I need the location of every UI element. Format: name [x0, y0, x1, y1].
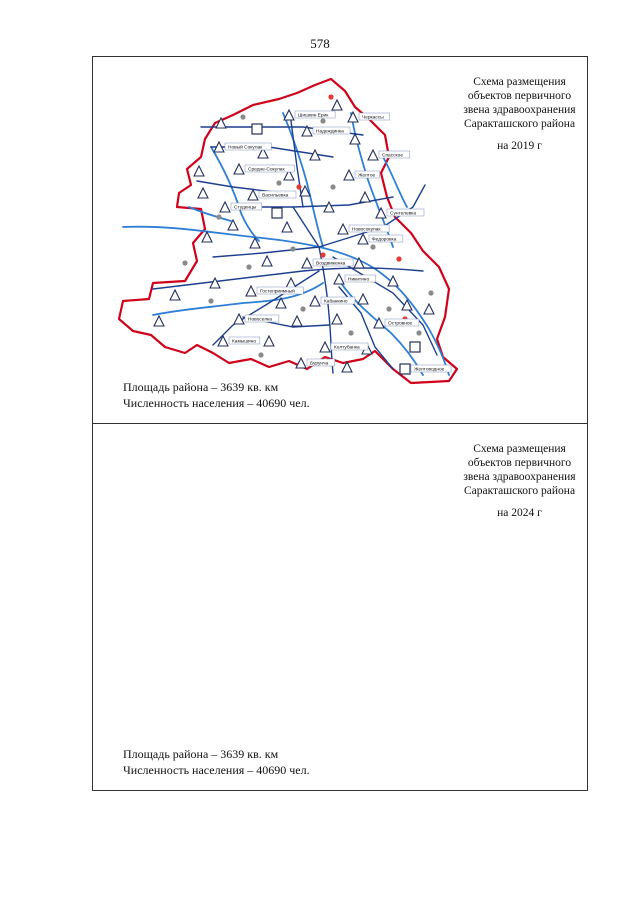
square-outline-icon [272, 208, 282, 218]
gray-dot-icon [320, 118, 325, 123]
title-line: объектов первичного [467, 457, 572, 469]
settlement-name: Гостеприимный [260, 289, 295, 295]
settlement-label [313, 259, 353, 267]
triangle-outline-icon [248, 190, 258, 200]
settlement-name: Никитино [348, 277, 370, 283]
triangle-outline-icon [338, 224, 348, 234]
title-line: звена здравоохранения [463, 104, 576, 116]
triangle-outline-icon [284, 110, 294, 120]
triangle-outline-icon [302, 258, 312, 268]
triangle-outline-icon [320, 342, 330, 352]
settlement-name: Новоселка [248, 317, 272, 323]
triangle-outline-icon [234, 164, 244, 174]
triangle-outline-icon [292, 316, 302, 326]
red-dot-icon [320, 252, 325, 257]
triangle-outline-icon [264, 336, 274, 346]
settlement-label [369, 235, 403, 243]
settlement-label [245, 165, 294, 173]
settlement-label [387, 209, 424, 217]
population-text: Численность населения – 40690 чел. [123, 763, 310, 777]
settlement-name: Средне-Сокулак [248, 167, 285, 173]
settlement-label [245, 315, 279, 323]
gray-dot-icon [276, 180, 281, 185]
title-line: звена здравоохранения [463, 471, 576, 483]
settlement-name: Новосокулак [352, 227, 381, 233]
settlement-name: Бурунча [310, 361, 329, 367]
title-line: объектов первичного [467, 90, 572, 102]
settlement-label [321, 297, 355, 305]
triangle-outline-icon [424, 304, 434, 314]
red-dot-icon [328, 94, 333, 99]
area-text: Площадь района – 3639 кв. км [123, 747, 279, 761]
settlement-label [349, 225, 389, 233]
gray-dot-icon [416, 330, 421, 335]
triangle-outline-icon [246, 286, 256, 296]
settlement-label [355, 171, 380, 179]
triangle-outline-icon [262, 256, 272, 266]
settlement-name: Воздвиженка [316, 261, 346, 267]
triangle-outline-icon [358, 234, 368, 244]
settlement-label [331, 343, 368, 351]
settlement-label [359, 113, 390, 121]
settlement-label [307, 359, 335, 367]
settlement-name: Студенцы [234, 205, 257, 211]
triangle-outline-icon [170, 290, 180, 300]
triangle-outline-icon [282, 222, 292, 232]
settlement-label [411, 365, 451, 373]
map-year: на 2024 г [497, 507, 542, 519]
settlement-name: Спасское [382, 153, 404, 159]
settlement-label [345, 275, 376, 283]
gray-dot-icon [370, 244, 375, 249]
title-line: Саракташского района [463, 485, 576, 497]
triangle-outline-icon [310, 296, 320, 306]
gray-dot-icon [246, 264, 251, 269]
triangle-outline-icon [344, 170, 354, 180]
triangle-outline-icon [358, 294, 368, 304]
settlement-name: Шишкин Ерик [298, 113, 329, 119]
gray-dot-icon [428, 290, 433, 295]
map-title [457, 442, 582, 520]
settlement-name: Черкассы [362, 115, 384, 121]
map-year: на 2019 г [497, 140, 542, 152]
settlement-name: Федоровка [372, 237, 397, 243]
settlement-label [259, 191, 296, 199]
gray-dot-icon [300, 306, 305, 311]
map-title [457, 75, 582, 153]
settlement-label [313, 127, 350, 135]
triangle-outline-icon [350, 134, 360, 144]
square-outline-icon [410, 342, 420, 352]
triangle-outline-icon [360, 192, 370, 202]
triangle-outline-icon [210, 278, 220, 288]
title-line: Схема размещения [473, 76, 566, 88]
gray-dot-icon [216, 214, 221, 219]
triangle-outline-icon [286, 278, 296, 288]
square-outline-icon [252, 124, 262, 134]
map-panel-2019 [93, 57, 587, 424]
map-panel-2024 [93, 424, 587, 790]
area-text: Площадь района – 3639 кв. км [123, 380, 279, 394]
road-line [333, 257, 437, 355]
gray-dot-icon [290, 246, 295, 251]
triangle-outline-icon [332, 314, 342, 324]
road-line [213, 247, 319, 257]
triangle-outline-icon [202, 232, 212, 242]
settlement-name: Желтоводное [414, 367, 445, 373]
triangle-outline-icon [348, 112, 358, 122]
square-outline-icon [400, 364, 410, 374]
triangle-outline-icon [334, 274, 344, 284]
gray-dot-icon [386, 306, 391, 311]
title-line: Схема размещения [473, 443, 566, 455]
title-line: Саракташского района [463, 118, 576, 130]
settlement-label [225, 143, 271, 151]
gray-dot-icon [208, 298, 213, 303]
page-number: 578 [310, 36, 330, 51]
red-dot-icon [296, 184, 301, 189]
triangle-outline-icon [220, 202, 230, 212]
triangle-outline-icon [324, 202, 334, 212]
settlement-name: Желтое [358, 173, 376, 179]
triangle-outline-icon [296, 358, 306, 368]
triangle-outline-icon [368, 150, 378, 160]
gray-dot-icon [330, 184, 335, 189]
settlement-label [385, 319, 419, 327]
triangle-outline-icon [198, 188, 208, 198]
river-line [383, 157, 407, 207]
settlement-label [257, 287, 303, 295]
triangle-outline-icon [194, 166, 204, 176]
settlement-name: Колтубанка [334, 345, 360, 351]
settlement-name: Надеждинка [316, 129, 344, 135]
settlement-name: Кабанкино [324, 299, 348, 305]
triangle-outline-icon [332, 100, 342, 110]
settlement-label [295, 111, 335, 119]
settlement-label [379, 151, 410, 159]
map-frame [92, 56, 588, 791]
settlement-name: Новый Сокулак [228, 145, 263, 151]
gray-dot-icon [182, 260, 187, 265]
settlement-name: Сунтелевка [390, 211, 417, 217]
settlement-label [231, 203, 262, 211]
red-dot-icon [396, 256, 401, 261]
gray-dot-icon [258, 352, 263, 357]
population-text: Численность населения – 40690 чел. [123, 396, 310, 410]
settlement-name: Васильевка [262, 193, 289, 199]
triangle-outline-icon [154, 316, 164, 326]
gray-dot-icon [348, 330, 353, 335]
triangle-outline-icon [376, 208, 386, 218]
settlement-name: Островное [388, 321, 413, 327]
settlement-name: Камышино [232, 339, 257, 345]
triangle-outline-icon [218, 336, 228, 346]
gray-dot-icon [240, 114, 245, 119]
settlement-label [229, 337, 260, 345]
